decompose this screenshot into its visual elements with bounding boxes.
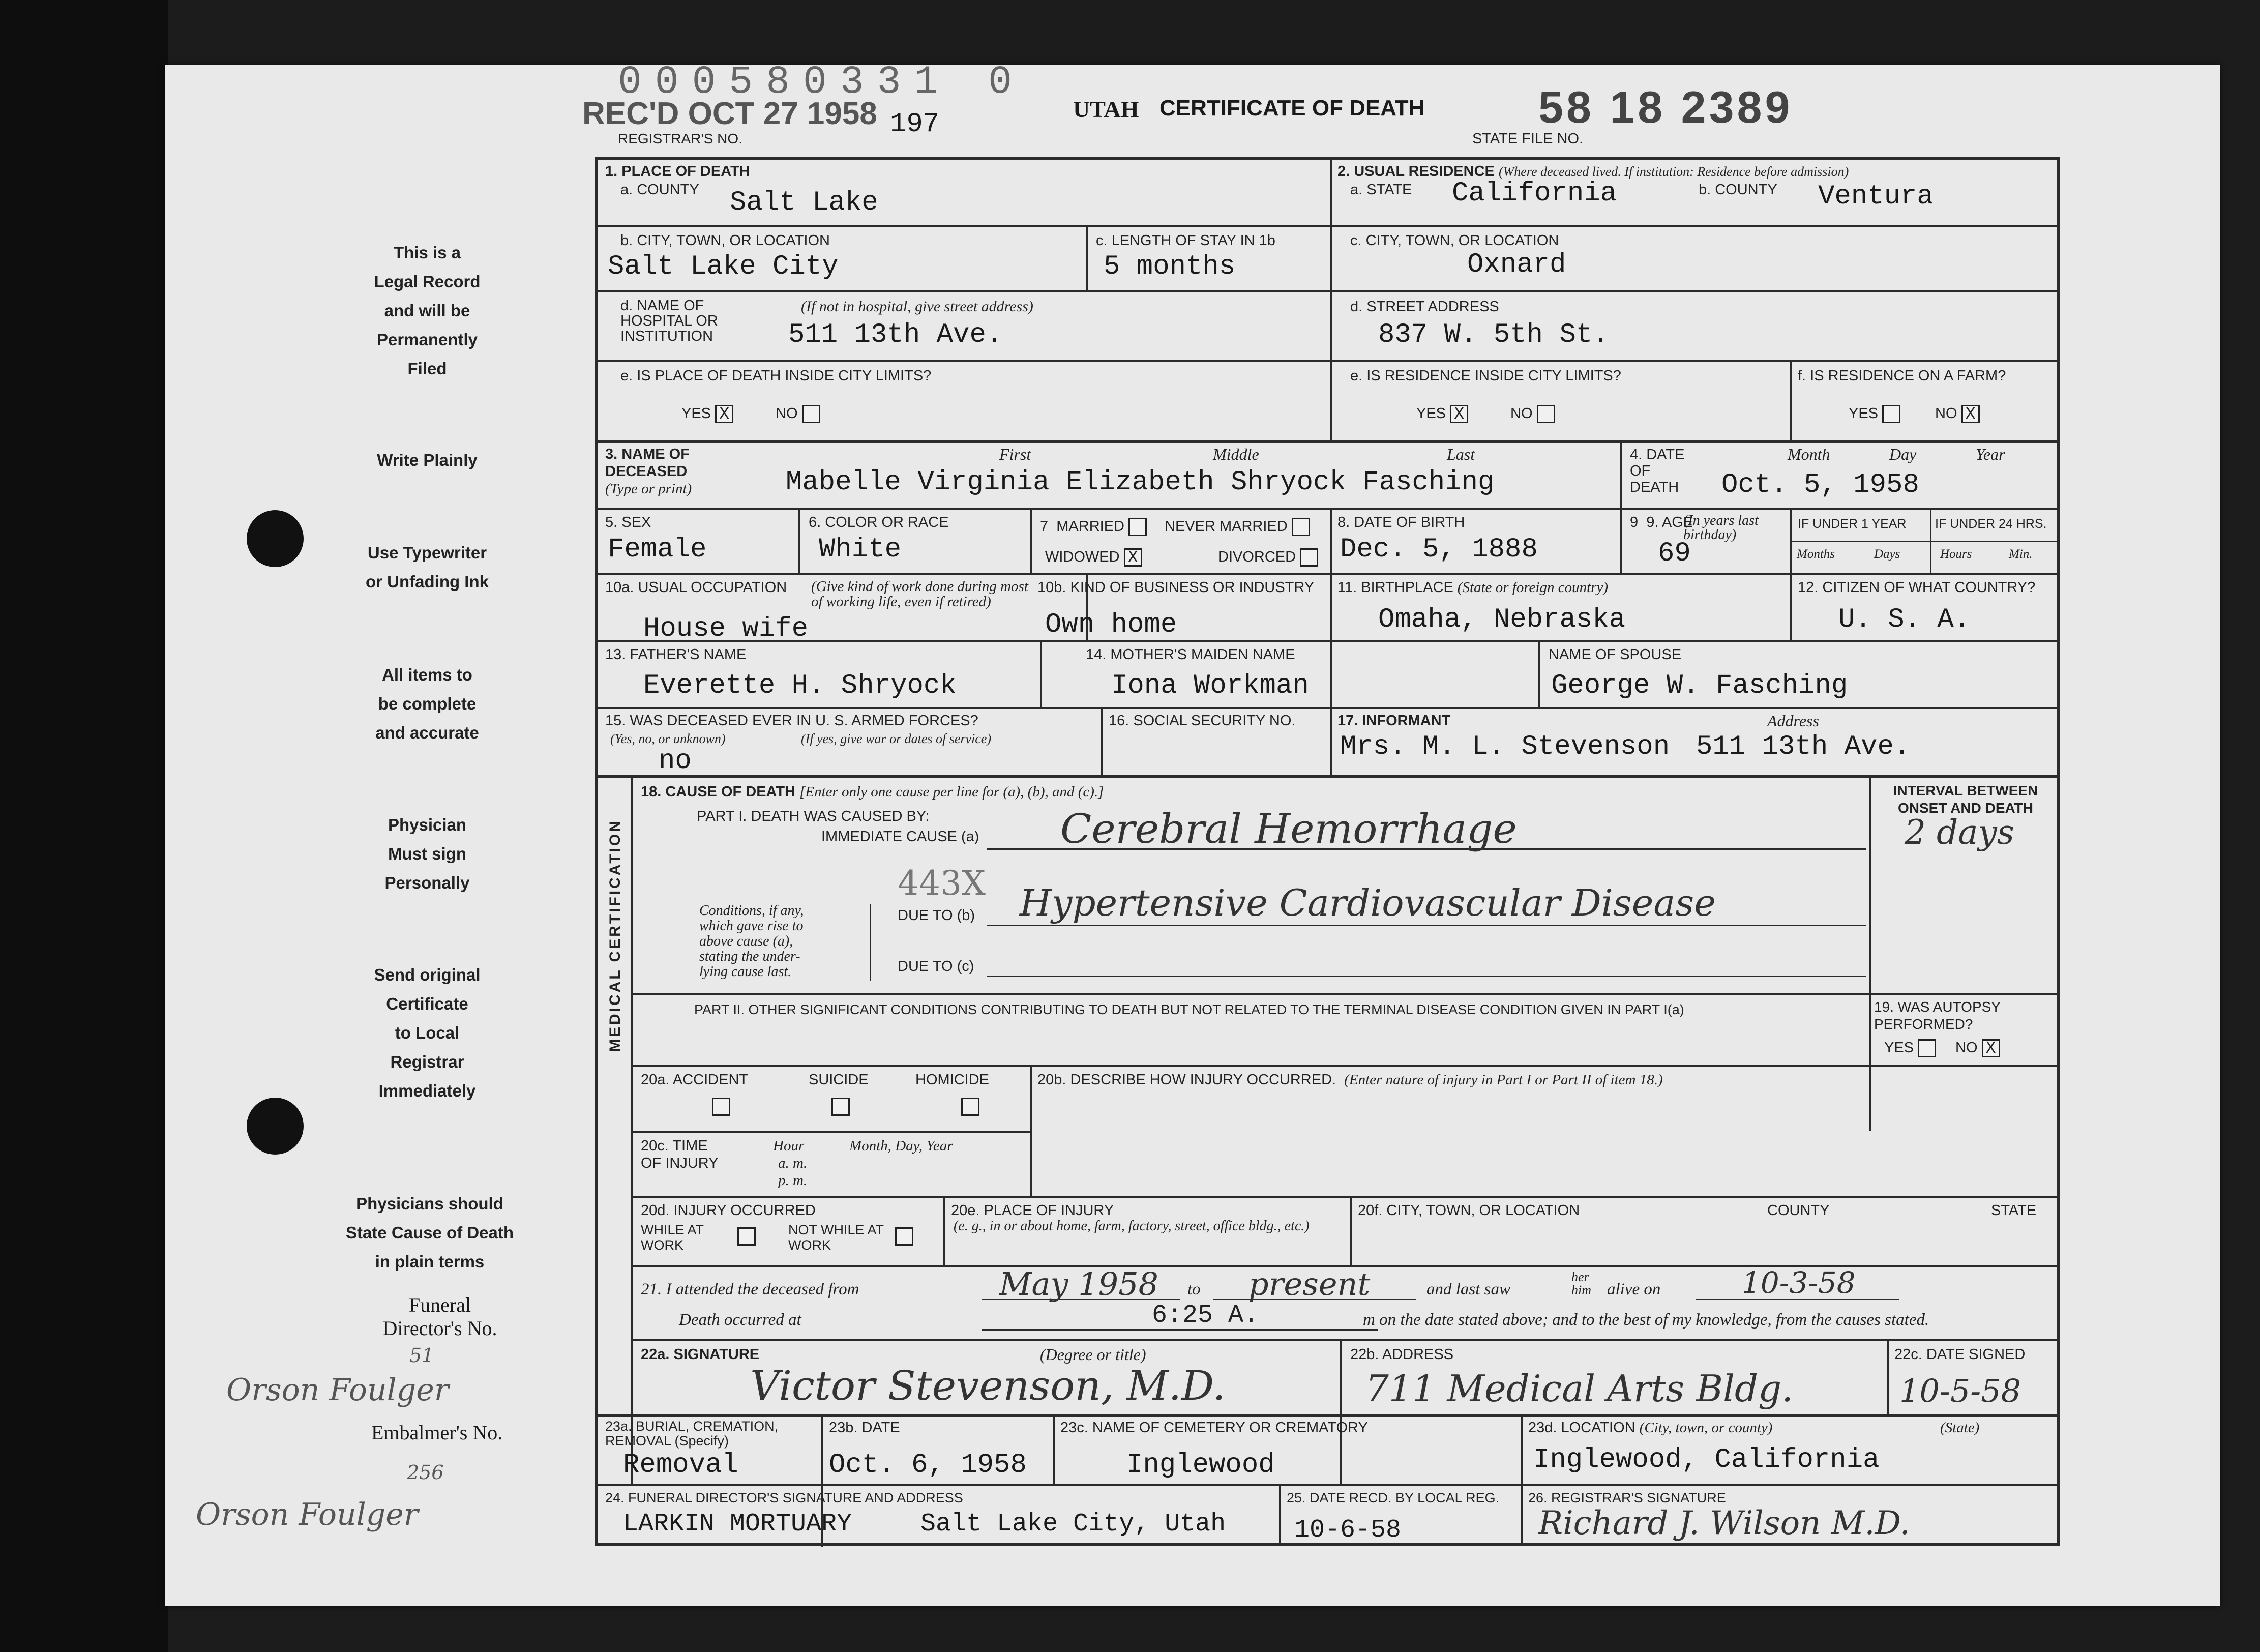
checkbox[interactable] — [802, 405, 820, 423]
field-label: First — [999, 445, 1031, 463]
side-note-line: Immediately — [378, 1081, 476, 1100]
side-note-line: Must sign — [388, 844, 466, 863]
note-line: stating the under- — [699, 949, 800, 964]
attended-from-value: May 1958 — [999, 1265, 1158, 1303]
sex-value: Female — [608, 534, 707, 565]
divider — [631, 1131, 1032, 1133]
date-of-death-value: Oct. 5, 1958 — [1721, 469, 1919, 500]
field-label: 20c. TIME OF INJURY — [641, 1138, 719, 1171]
death-time-value: 6:25 A. — [1152, 1301, 1259, 1330]
field-label: c. LENGTH OF STAY IN 1b — [1096, 232, 1275, 249]
field-label: 5. SEX — [605, 514, 651, 530]
field-note: (e. g., in or about home, farm, factory, street, office bldg., etc.) — [954, 1218, 1310, 1234]
label-line: INTERVAL BETWEEN — [1893, 783, 2038, 799]
punch-hole — [247, 510, 304, 567]
divider — [1930, 508, 1931, 574]
divider — [595, 225, 2060, 227]
married-option[interactable]: 7 MARRIED — [1040, 518, 1147, 536]
field-note: (City, town, or county) — [1639, 1420, 1773, 1436]
field-label: a. COUNTY — [620, 182, 699, 198]
divider — [798, 508, 800, 574]
field-label: 10b. KIND OF BUSINESS OR INDUSTRY — [1037, 579, 1315, 596]
business-value: Own home — [1045, 609, 1177, 640]
field-label: d. NAME OF HOSPITAL OR INSTITUTION — [620, 298, 718, 344]
field-label: COUNTY — [1767, 1202, 1830, 1219]
field-label-text: 23d. LOCATION — [1528, 1420, 1635, 1436]
registrar-number-label: REGISTRAR'S NO. — [618, 131, 742, 146]
never-married-option[interactable] — [1165, 518, 1310, 536]
field-label: 18. CAUSE OF DEATH [Enter only one cause per line for (a), (b), and (c).] — [641, 784, 1104, 800]
disposition-date-value: Oct. 6, 1958 — [829, 1450, 1027, 1481]
divider — [1330, 707, 1332, 776]
side-note-line: Physicians should — [356, 1194, 503, 1213]
divider — [595, 1484, 2060, 1486]
field-label: 3. NAME OF DECEASED (Type or print) — [605, 446, 692, 497]
state-name: UTAH — [1073, 96, 1139, 122]
registrar-signature: Richard J. Wilson M.D. — [1538, 1504, 1910, 1542]
divider — [1538, 640, 1540, 709]
divider — [1086, 225, 1088, 291]
while-at-work-label: WHILE AT WORK — [641, 1222, 704, 1253]
side-note-physicians-state — [338, 1189, 521, 1276]
field-label: 22b. ADDRESS — [1350, 1346, 1454, 1363]
autopsy-yes[interactable] — [1884, 1039, 1936, 1057]
conditions-note — [699, 903, 872, 980]
divider — [595, 290, 2060, 292]
field-label: Hours — [1940, 547, 1972, 561]
checkbox[interactable]: X — [1124, 548, 1142, 567]
field-note: (Give kind of work done during most of working life, even if retired) — [811, 578, 1028, 610]
field-label: 22c. DATE SIGNED — [1894, 1346, 2026, 1363]
mother-name-value: Iona Workman — [1111, 670, 1309, 701]
field-label: DUE TO (b) — [898, 907, 975, 924]
field-label: 20d. INJURY OCCURRED — [641, 1202, 816, 1219]
field-label — [1037, 1071, 1663, 1088]
field-label: PART I. DEATH WAS CAUSED BY: — [697, 808, 930, 824]
field-label: b. COUNTY — [1699, 182, 1777, 198]
field-label: DUE TO (c) — [898, 958, 974, 975]
checkbox[interactable] — [1300, 548, 1318, 567]
cause-line — [987, 976, 1866, 977]
field-label: and last saw — [1426, 1280, 1511, 1299]
suicide-checkbox[interactable] — [831, 1098, 850, 1116]
length-of-stay-value: 5 months — [1104, 251, 1236, 282]
spouse-name-value: George W. Fasching — [1551, 670, 1848, 701]
field-label: Middle — [1213, 445, 1259, 463]
divider — [943, 1196, 945, 1267]
note-line: Conditions, if any, — [699, 903, 804, 919]
disposition-value: Removal — [623, 1450, 738, 1481]
label-line: ONSET AND DEATH — [1898, 800, 2033, 816]
farm-yes[interactable] — [1849, 405, 1900, 423]
informant-value: Mrs. M. L. Stevenson — [1340, 731, 1670, 762]
field-label: 9 9. AGE — [1630, 514, 1693, 530]
option-label: MARRIED — [1056, 518, 1124, 535]
option-label: DIVORCED — [1218, 549, 1296, 565]
attended-to-value: present — [1248, 1265, 1371, 1303]
physician-address-value: 711 Medical Arts Bldg. — [1365, 1367, 1794, 1410]
side-note-send-original — [359, 960, 496, 1105]
field-note: (Yes, no, or unknown) — [610, 731, 726, 746]
side-note-line: Legal Record — [374, 272, 481, 291]
field-label: a. STATE — [1350, 182, 1412, 198]
field-label: d. STREET ADDRESS — [1350, 299, 1499, 315]
residence-in-city-no[interactable] — [1510, 405, 1555, 423]
side-note-line: Director's No. — [382, 1317, 497, 1340]
side-note-line: Send original — [374, 965, 481, 984]
divider — [1521, 1414, 1523, 1486]
citizenship-value: U. S. A. — [1838, 604, 1971, 635]
form-border-top — [595, 157, 2060, 160]
field-label: 23b. DATE — [829, 1420, 900, 1436]
embalmer-label: Embalmer's No. — [371, 1421, 503, 1444]
divider — [595, 440, 2060, 443]
place-county-value: Salt Lake — [730, 187, 878, 218]
field-label: 22a. SIGNATURE — [641, 1346, 760, 1363]
coding-annotation: 443X — [898, 864, 986, 903]
field-label: Month, Day, Year — [849, 1138, 953, 1154]
divider — [595, 360, 2060, 362]
immediate-cause-value: Cerebral Hemorrhage — [1060, 805, 1517, 852]
field-label: 26. REGISTRAR'S SIGNATURE — [1528, 1490, 1726, 1506]
age-value: 69 — [1658, 538, 1691, 569]
divider — [1620, 440, 1622, 509]
field-label: 10a. USUAL OCCUPATION — [605, 579, 787, 596]
checkbox[interactable]: X — [1961, 405, 1980, 423]
field-label: 12. CITIZEN OF WHAT COUNTRY? — [1798, 579, 2036, 596]
date-received-value: 10-6-58 — [1294, 1516, 1402, 1545]
field-label: Months — [1797, 547, 1835, 561]
divider — [1101, 707, 1103, 776]
field-label: 2. USUAL RESIDENCE (Where deceased lived. If institution: Residence before admission) — [1337, 163, 1849, 180]
divider — [1053, 1414, 1055, 1486]
field-label: 20a. ACCIDENT — [641, 1072, 749, 1088]
field-label: Year — [1976, 445, 2005, 463]
side-note-legal-record — [359, 238, 496, 383]
funeral-director-signature: Orson Foulger — [226, 1372, 449, 1408]
field-label: (State) — [1940, 1420, 1980, 1436]
side-note-line: Certificate — [386, 994, 468, 1013]
option-label: NEVER MARRIED — [1165, 518, 1288, 535]
field-label: STATE — [1991, 1202, 2037, 1219]
race-value: White — [819, 534, 902, 565]
scan-background — [0, 0, 168, 1652]
funeral-address-value: Salt Lake City, Utah — [920, 1510, 1226, 1539]
field-label — [1528, 1419, 1772, 1436]
note-line: which gave rise to — [699, 918, 804, 934]
funeral-director-label — [364, 1293, 516, 1340]
field-label — [1337, 579, 1608, 596]
side-note-line: All items to — [382, 665, 472, 684]
field-label: 1. PLACE OF DEATH — [605, 163, 750, 180]
divider — [1620, 508, 1622, 574]
field-label: 16. SOCIAL SECURITY NO. — [1109, 713, 1296, 729]
embalmer-signature: Orson Foulger — [196, 1497, 419, 1532]
not-while-at-work-checkbox[interactable] — [895, 1227, 913, 1246]
interval-value: 2 days — [1905, 813, 2014, 852]
form-border-right — [2057, 157, 2060, 1545]
field-label: IF UNDER 1 YEAR — [1798, 517, 1907, 531]
side-note-typewriter — [353, 538, 501, 596]
divider — [1330, 508, 1332, 709]
field-label: SUICIDE — [809, 1072, 869, 1088]
father-name-value: Everette H. Shryock — [643, 670, 957, 701]
occupation-value: House wife — [643, 613, 809, 644]
homicide-checkbox[interactable] — [961, 1098, 979, 1116]
option-label: YES — [681, 405, 711, 422]
field-note: (If yes, give war or dates of service) — [801, 731, 992, 746]
field-label: her him — [1571, 1270, 1591, 1297]
side-note-line: Funeral — [408, 1293, 471, 1316]
farm-no[interactable] — [1935, 405, 1980, 423]
while-at-work-checkbox[interactable] — [737, 1227, 756, 1246]
date-signed-value: 10-5-58 — [1899, 1372, 2021, 1409]
punch-hole — [247, 1098, 304, 1155]
field-label: 23c. NAME OF CEMETERY OR CREMATORY — [1060, 1420, 1368, 1436]
field-label-text: 9. AGE — [1646, 514, 1693, 530]
autopsy-no[interactable] — [1955, 1039, 2000, 1057]
divider — [1279, 1484, 1281, 1545]
divider — [631, 1196, 2060, 1198]
accident-checkbox[interactable] — [712, 1098, 730, 1116]
field-label: e. IS PLACE OF DEATH INSIDE CITY LIMITS? — [620, 368, 932, 384]
informant-address-value: 511 13th Ave. — [1696, 731, 1911, 762]
divider — [1790, 360, 1792, 441]
field-label: Last — [1447, 445, 1475, 463]
field-label: e. IS RESIDENCE INSIDE CITY LIMITS? — [1350, 368, 1621, 384]
residence-in-city-yes[interactable] — [1416, 405, 1468, 423]
field-note: (If not in hospital, give street address) — [801, 298, 1033, 315]
physician-signature: Victor Stevenson, M.D. — [750, 1362, 1226, 1409]
option-label: NO — [1955, 1040, 1978, 1056]
checkbox[interactable] — [1882, 405, 1900, 423]
divider — [1350, 1196, 1352, 1267]
field-label: m on the date stated above; and to the best of my knowledge, from the causes stated. — [1363, 1311, 1929, 1329]
field-label: IF UNDER 24 HRS. — [1935, 517, 2047, 531]
side-note-all-items — [359, 660, 496, 747]
side-note-line: Registrar — [390, 1052, 464, 1071]
field-label: Min. — [2009, 547, 2033, 561]
checkbox[interactable]: X — [1450, 405, 1468, 423]
field-label: 25. DATE RECD. BY LOCAL REG. — [1287, 1490, 1500, 1506]
death-in-city-no[interactable] — [776, 405, 820, 423]
field-note: (Where deceased lived. If institution: Residence before admission) — [1498, 164, 1849, 179]
document-number: 000580331 0 — [618, 60, 1025, 105]
divider — [1030, 508, 1032, 574]
residence-county-value: Ventura — [1818, 181, 1934, 212]
burial-location-value: Inglewood, California — [1533, 1444, 1880, 1476]
option-label: YES — [1884, 1040, 1914, 1056]
state-file-number-label: STATE FILE NO. — [1472, 131, 1584, 147]
side-note-line: State Cause of Death — [345, 1223, 514, 1242]
side-note-line: and accurate — [375, 723, 479, 742]
divider — [631, 1339, 2060, 1341]
note-line: lying cause last. — [699, 964, 792, 980]
side-note-line: in plain terms — [375, 1252, 485, 1271]
field-label: Day — [1889, 445, 1917, 463]
field-label: Death occurred at — [679, 1311, 801, 1329]
last-seen-value: 10-3-58 — [1742, 1265, 1856, 1300]
side-note-line: Filed — [407, 359, 447, 378]
option-label: WIDOWED — [1045, 549, 1120, 565]
option-label: NO — [1510, 405, 1533, 422]
field-label: 17. INFORMANT — [1337, 713, 1451, 729]
divider — [595, 640, 2060, 642]
field-label: 8. DATE OF BIRTH — [1337, 514, 1465, 530]
option-label: NO — [776, 405, 798, 422]
field-label: 21. I attended the deceased from — [641, 1280, 859, 1299]
field-label: a. m. — [778, 1155, 808, 1171]
note-line: above cause (a), — [699, 933, 793, 949]
embalmer-number: 256 — [407, 1461, 444, 1484]
cemetery-value: Inglewood — [1126, 1450, 1275, 1481]
option-label: YES — [1849, 405, 1879, 422]
received-stamp: REC'D OCT 27 1958 — [582, 96, 877, 131]
side-note-line: Permanently — [376, 330, 478, 349]
checkbox[interactable] — [1292, 518, 1310, 536]
divider — [1330, 157, 1332, 441]
divider — [1521, 1484, 1523, 1545]
checkbox[interactable]: X — [1982, 1039, 2000, 1057]
field-label: c. CITY, TOWN, OR LOCATION — [1350, 232, 1559, 249]
field-label: 20e. PLACE OF INJURY — [951, 1202, 1114, 1219]
underlying-cause-value: Hypertensive Cardiovascular Disease — [1020, 881, 1716, 924]
field-label: NAME OF SPOUSE — [1549, 646, 1682, 663]
side-note-line: be complete — [378, 694, 477, 713]
field-label: 13. FATHER'S NAME — [605, 646, 747, 663]
divider — [1869, 775, 1871, 1131]
field-label: 24. FUNERAL DIRECTOR'S SIGNATURE AND ADDRESS — [605, 1490, 963, 1506]
cause-line — [987, 925, 1866, 926]
field-note: (Type or print) — [605, 481, 692, 497]
interval-label — [1879, 782, 2052, 817]
certificate-title: CERTIFICATE OF DEATH — [1159, 96, 1425, 121]
checkbox[interactable] — [1918, 1039, 1936, 1057]
divider — [595, 707, 2060, 709]
date-of-birth-value: Dec. 5, 1888 — [1340, 534, 1538, 565]
registrar-number: 197 — [890, 109, 940, 140]
field-label: 4. DATE OF DEATH — [1630, 447, 1685, 495]
field-label-text: 20b. DESCRIBE HOW INJURY OCCURRED. — [1037, 1072, 1336, 1088]
divider — [595, 775, 2060, 778]
divider — [595, 573, 2060, 575]
side-note-line: to Local — [395, 1023, 460, 1042]
side-note-write-plainly: Write Plainly — [377, 451, 478, 469]
field-note: (In years last birthday) — [1683, 513, 1759, 543]
field-label: 19. WAS AUTOPSY PERFORMED? — [1874, 999, 2001, 1032]
divider — [631, 993, 2060, 995]
option-label: YES — [1416, 405, 1446, 422]
death-in-city-yes[interactable] — [681, 405, 733, 423]
state-file-number: 58 18 2389 — [1538, 82, 1793, 132]
side-note-line: Personally — [384, 873, 470, 892]
funeral-director-number: 51 — [409, 1344, 434, 1367]
armed-forces-value: no — [659, 746, 692, 777]
field-label-text: 11. BIRTHPLACE — [1337, 579, 1453, 596]
field-label: f. IS RESIDENCE ON A FARM? — [1798, 368, 2006, 384]
side-note-physician-sign — [359, 810, 496, 897]
field-label: 23a. BURIAL, CREMATION, REMOVAL (Specify) — [605, 1419, 779, 1449]
field-label: 20f. CITY, TOWN, OR LOCATION — [1358, 1202, 1580, 1219]
field-label: Days — [1874, 547, 1900, 561]
divider — [595, 1414, 2060, 1417]
field-note: (Enter nature of injury in Part I or Part II of item 18.) — [1344, 1072, 1663, 1088]
divider — [631, 1065, 2060, 1067]
medical-certification-label: MEDICAL CERTIFICATION — [607, 819, 623, 1052]
divider — [631, 775, 633, 1484]
side-note-line: and will be — [384, 301, 470, 320]
field-label: 6. COLOR OR RACE — [809, 514, 949, 530]
deceased-name-value: Mabelle Virginia Elizabeth Shryock Fasching — [786, 467, 1495, 498]
divider — [1887, 1339, 1889, 1415]
side-note-line: This is a — [393, 243, 461, 262]
widowed-option[interactable] — [1045, 548, 1142, 567]
field-label: Address — [1767, 712, 1819, 730]
field-note: [Enter only one cause per line for (a), (b), and (c).] — [799, 784, 1104, 800]
field-label: Month — [1788, 445, 1830, 463]
field-label: Hour — [773, 1138, 805, 1154]
field-label: b. CITY, TOWN, OR LOCATION — [620, 232, 830, 249]
side-note-line: Physician — [388, 815, 467, 834]
field-label: HOMICIDE — [915, 1072, 989, 1088]
field-label: 15. WAS DECEASED EVER IN U. S. ARMED FORCES? — [605, 713, 978, 729]
side-note-line: Use Typewriter — [367, 543, 487, 562]
residence-state-value: California — [1452, 178, 1617, 209]
divorced-option[interactable] — [1218, 548, 1318, 567]
field-label: alive on — [1607, 1280, 1661, 1299]
field-label: IMMEDIATE CAUSE (a) — [821, 829, 979, 845]
field-label: PART II. OTHER SIGNIFICANT CONDITIONS CONTRIBUTING TO DEATH BUT NOT RELATED TO THE TERMINAL DISEASE CONDITION GIVEN IN PART I(a) — [694, 1002, 1684, 1017]
divider — [1340, 1339, 1342, 1484]
field-label: to — [1187, 1280, 1201, 1299]
checkbox[interactable] — [1537, 405, 1555, 423]
option-label: NO — [1935, 405, 1957, 422]
field-note: (State or foreign country) — [1457, 579, 1608, 596]
divider — [595, 508, 2060, 510]
birthplace-value: Omaha, Nebraska — [1378, 604, 1626, 635]
field-label: p. m. — [778, 1172, 808, 1189]
place-city-value: Salt Lake City — [608, 251, 839, 282]
not-while-at-work-label: NOT WHILE AT WORK — [788, 1222, 884, 1253]
residence-city-value: Oxnard — [1467, 249, 1566, 280]
divider — [1040, 640, 1042, 709]
death-certificate-page — [165, 60, 2220, 1606]
hospital-value: 511 13th Ave. — [788, 319, 1003, 350]
checkbox[interactable] — [1128, 518, 1147, 536]
field-note: (Degree or title) — [1040, 1345, 1146, 1364]
bracket — [870, 904, 871, 981]
side-note-line: or Unfading Ink — [366, 572, 489, 591]
form-border-left — [595, 157, 598, 1545]
residence-street-value: 837 W. 5th St. — [1378, 319, 1609, 350]
field-label: 14. MOTHER'S MAIDEN NAME — [1086, 646, 1295, 663]
divider — [1790, 541, 2060, 542]
funeral-director-value: LARKIN MORTUARY — [623, 1510, 852, 1539]
checkbox[interactable]: X — [715, 405, 733, 423]
